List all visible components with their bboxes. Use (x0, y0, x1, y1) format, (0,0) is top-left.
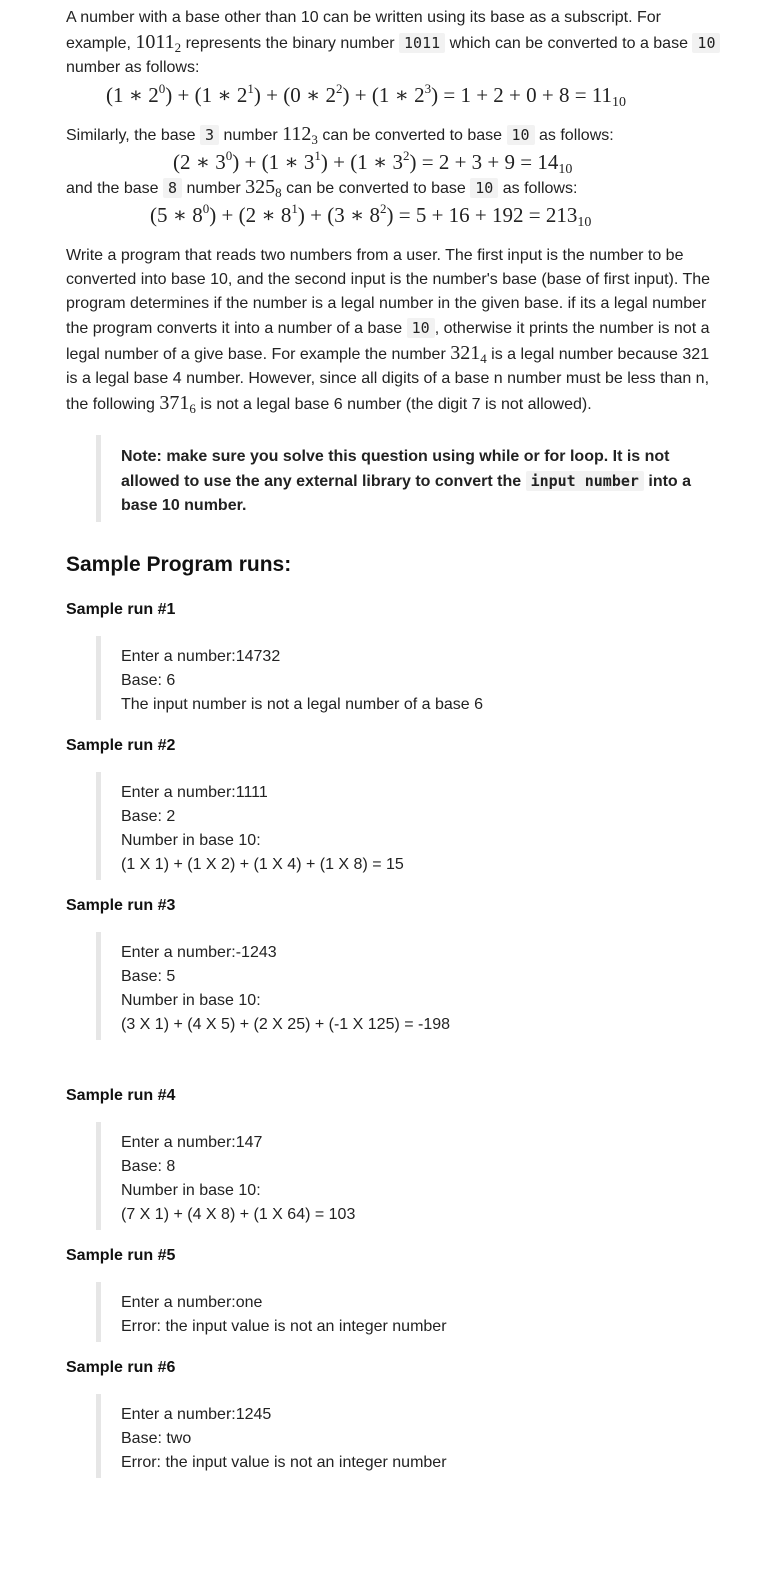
output-line: Enter a number:147 (121, 1134, 263, 1151)
sample-run-title: Sample run #2 (66, 737, 176, 754)
base3-number-math: $112_3$ (282, 123, 318, 147)
output-line: The input number is not a legal number of a base 6 (121, 696, 483, 713)
base3-paragraph: Similarly, the base 3 number $112_3$ can be converted to base 10 as follows: (66, 123, 614, 147)
sample-run-output (96, 932, 723, 1040)
sample-run-output (96, 636, 723, 720)
inline-code: 10 (692, 33, 720, 53)
output-line: Number in base 10: (121, 832, 261, 849)
note-blockquote (96, 435, 723, 522)
binary-number-math: $1011_2$ (135, 31, 182, 55)
output-line: Enter a number:14732 (121, 648, 281, 665)
output-line: Number in base 10: (121, 992, 261, 1009)
equation-base8: (5 ∗ $8^0) + (2$ ∗ $8^1) + (3$ ∗ $8^2) = 5 + 16 + 192 = 213_{10}$ (150, 201, 592, 230)
sample-run-output (96, 1394, 723, 1478)
sample-run-title: Sample run #6 (66, 1359, 176, 1376)
sample-run-output (96, 1122, 723, 1230)
inline-code: 10 (470, 178, 498, 198)
output-line: Number in base 10: (121, 1182, 261, 1199)
equation-binary: (1 ∗ $2^0) + (1$ ∗ $2^1) + (0$ ∗ $2^2) + (1$ ∗ $2^3) = 1 + 2 + 0 + 8 = 11_{10}$ (106, 81, 627, 110)
inline-code: 10 (507, 125, 535, 145)
note-text: Note: make sure you solve this question using while or for loop. It is not allowed to use the any external library to convert the input number into a base 10 number. (121, 448, 692, 514)
sample-run (66, 894, 723, 1040)
intro-paragraph: A number with a base other than 10 can be written using its base as a subscript. For example, $1011_2$ represents the binary number 1011 which can be converted to a base 10 number as follows: (66, 6, 723, 80)
legal-example-math: $321_4$ (450, 342, 487, 366)
sample-run (66, 598, 723, 720)
output-line: Base: two (121, 1430, 192, 1447)
sample-runs-heading: Sample Program runs: (66, 553, 292, 576)
output-line: Enter a number:-1243 (121, 944, 277, 961)
base8-number-math: $325_8$ (245, 176, 282, 200)
inline-code: 10 (407, 318, 435, 338)
sample-run (66, 1244, 723, 1342)
sample-run (66, 1084, 723, 1230)
output-line: Error: the input value is not an integer number (121, 1454, 447, 1471)
output-line: Base: 6 (121, 672, 176, 689)
sample-run (66, 734, 723, 880)
illegal-example-math: $371_6$ (159, 392, 196, 416)
sample-run (66, 1356, 723, 1478)
sample-run-output (96, 772, 723, 880)
output-line: (7 X 1) + (4 X 8) + (1 X 64) = 103 (121, 1206, 356, 1223)
task-paragraph: Write a program that reads two numbers from a user. The first input is the number to be converted into base 10, and the second input is the number's base (base of first input). The program determines if the number is a legal number in the given base. if its a legal number the program converts it into a number of a base 10 , otherwise it prints the number is not a legal number of a give base. For example the number $321_4$ is a legal number because 321 is a legal base 4 number. However, since all digits of a base n number must be less than n, the following $371_6$ is not a legal base 6 number (the digit 7 is not allowed). (66, 247, 711, 416)
inline-code: 8 (163, 178, 182, 198)
output-line: Enter a number:1111 (121, 784, 268, 801)
output-line: (1 X 1) + (1 X 2) + (1 X 4) + (1 X 8) = 15 (121, 856, 404, 873)
output-line: Error: the input value is not an integer number (121, 1318, 447, 1335)
sample-run-title: Sample run #4 (66, 1087, 176, 1104)
inline-code: 3 (200, 125, 219, 145)
sample-run-output (96, 1282, 723, 1342)
output-line: Enter a number:1245 (121, 1406, 272, 1423)
inline-code: 1011 (399, 33, 445, 53)
output-line: Enter a number:one (121, 1294, 263, 1311)
output-line: Base: 5 (121, 968, 176, 985)
sample-run-title: Sample run #3 (66, 897, 176, 914)
sample-run-title: Sample run #1 (66, 601, 176, 618)
output-line: Base: 8 (121, 1158, 176, 1175)
base8-paragraph: and the base 8 number $325_8$ can be converted to base 10 as follows: (66, 176, 578, 200)
equation-base3: (2 ∗ $3^0) + (1$ ∗ $3^1) + (1$ ∗ $3^2) = 2 + 3 + 9 = 14_{10}$ (173, 148, 573, 177)
output-line: Base: 2 (121, 808, 176, 825)
inline-code: input number (526, 471, 644, 491)
sample-run-title: Sample run #5 (66, 1247, 176, 1264)
output-line: (3 X 1) + (4 X 5) + (2 X 25) + (-1 X 125) = -198 (121, 1016, 451, 1033)
